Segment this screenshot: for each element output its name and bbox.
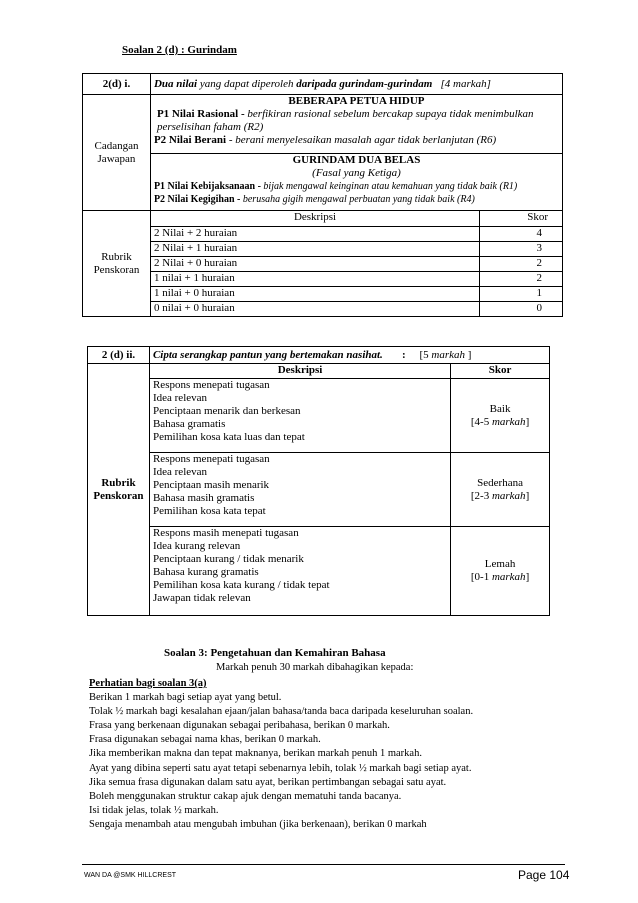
beberapa-petua-block [150,95,562,154]
table-2d-i [82,73,563,317]
table-row-desc: 2 Nilai + 2 huraian [150,227,479,242]
col-header-deskripsi: Deskripsi [150,211,479,227]
notes-heading: Perhatian bagi soalan 3(a) [89,678,207,689]
footer-author: WAN DA @SMK HILLCREST [84,872,177,879]
question-2d-title: Soalan 2 (d) : Gurindam [122,44,237,56]
page-number: Page 104 [518,868,570,882]
table-row-score: 1 [480,287,563,302]
col-header-deskripsi: Deskripsi [149,364,450,379]
level-lemah-desc: Respons masih menepati tugasan Idea kurang relevan Penciptaan kurang / tidak menarik Bahasa kurang gramatis Pemilihan kosa kata kurang / tidak tepat Jawapan tidak relevan [149,527,450,616]
note-line: Isi tidak jelas, tolak ½ markah. [89,804,219,816]
table-row-score: 2 [480,272,563,287]
table-row-score: 2 [480,257,563,272]
note-line: Jika semua frasa digunakan dalam satu ayat, berikan pertimbangan sebagai satu ayat. [89,776,447,788]
question-text: Cipta serangkap pantun yang bertemakan nasihat. : [5 markah ] [149,347,549,364]
beberapa-p2: P2 Nilai Berani - berani menyelesaikan masalah agar tidak berlanjutan (R6) [153,134,497,146]
level-baik-desc: Respons menepati tugasan Idea relevan Penciptaan menarik dan berkesan Bahasa gramatis Pemilihan kosa kata luas dan tepat [149,379,450,453]
note-line: Boleh menggunakan struktur cakap ajuk dengan mematuhi tanda bacanya. [89,790,402,802]
rubrik-label: Rubrik Penskoran [83,211,151,317]
col-header-skor: Skor [480,211,563,227]
cadangan-label: Cadangan Jawapan [83,95,151,211]
question-code: 2(d) i. [83,74,151,95]
table-row-desc: 2 Nilai + 0 huraian [150,257,479,272]
gurindam-p1: P1 Nilai Kebijaksanaan - bijak mengawal keinginan atau kemahuan yang tidak baik (R1) [153,181,518,192]
level-lemah-score: Lemah [0-1 markah] [451,527,550,616]
table-row-desc: 1 nilai + 0 huraian [150,287,479,302]
section-3-notes [89,677,473,832]
note-line: Sengaja menambah atau mengubah imbuhan (jika berkenaan), berikan 0 markah [89,818,427,830]
note-line: Jika memberikan makna dan tepat maknanya, berikan markah penuh 1 markah. [89,748,422,760]
gurindam-block [150,154,562,211]
gurindam-fasal: (Fasal yang Ketiga) [312,167,401,179]
table-row-desc: 1 nilai + 1 huraian [150,272,479,287]
table-row-desc: 2 Nilai + 1 huraian [150,242,479,257]
note-line: Ayat yang dibina seperti satu ayat tetapi sebenarnya lebih, tolak ½ markah bagi setiap ayat. [89,762,472,774]
gurindam-heading: GURINDAM DUA BELAS [292,154,421,166]
level-sederhana-desc: Respons menepati tugasan Idea relevan Penciptaan masih menarik Bahasa masih gramatis Pemilihan kosa kata tepat [149,453,450,527]
note-line: Berikan 1 markah bagi setiap ayat yang betul. [89,692,282,704]
table-row-score: 4 [480,227,563,242]
section-3-title: Soalan 3: Pengetahuan dan Kemahiran Bahasa [164,647,386,659]
note-line: Frasa digunakan sebagai nama khas, berikan 0 markah. [89,734,321,746]
level-sederhana-score: Sederhana [2-3 markah] [451,453,550,527]
rubrik-label: Rubrik Penskoran [88,364,150,616]
beberapa-heading: BEBERAPA PETUA HIDUP [288,95,425,107]
gurindam-p2: P2 Nilai Kegigihan - berusaha gigih mengawal perbuatan yang tidak baik (R4) [153,194,475,205]
section-3-subtitle: Markah penuh 30 markah dibahagikan kepada: [216,662,414,673]
question-text: Dua nilai yang dapat diperoleh daripada gurindam-gurindam [4 markah] [150,74,562,95]
question-code: 2 (d) ii. [88,347,150,364]
table-2d-ii [87,346,550,616]
table-row-score: 3 [480,242,563,257]
col-header-skor: Skor [451,364,550,379]
footer-divider [82,864,565,865]
level-baik-score: Baik [4-5 markah] [451,379,550,453]
table-row-score: 0 [480,302,563,317]
note-line: Tolak ½ markah bagi kesalahan ejaan/jalan bahasa/tanda baca daripada keseluruhan soalan. [89,706,474,718]
note-line: Frasa yang berkenaan digunakan sebagai peribahasa, berikan 0 markah. [89,720,390,732]
beberapa-p1: P1 Nilai Rasional - berfikiran rasional sebelum bercakap supaya tidak menimbulkan perselisihan faham (R2) [156,108,534,133]
table-row-desc: 0 nilai + 0 huraian [150,302,479,317]
